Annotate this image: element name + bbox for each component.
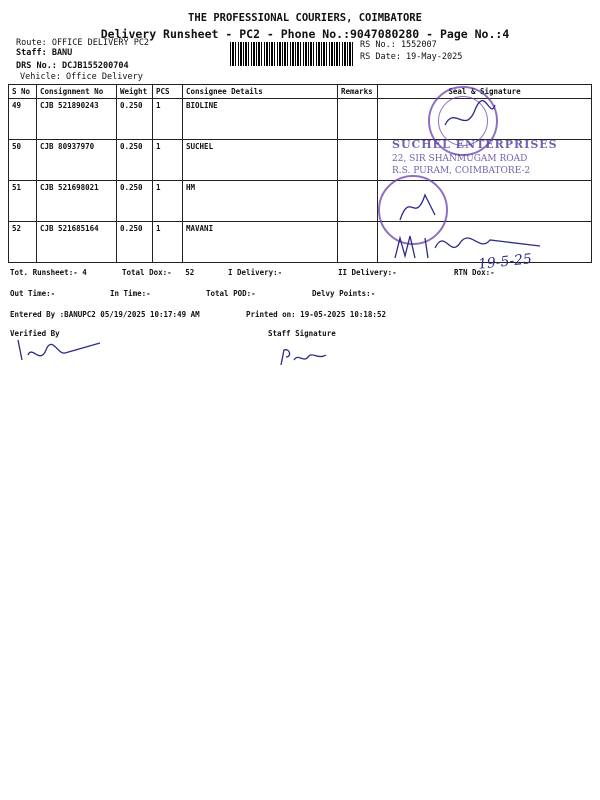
route-info: Route: OFFICE DELIVERY PC2 bbox=[16, 38, 150, 48]
vehicle-info: Vehicle: Office Delivery bbox=[20, 72, 143, 82]
cell-remarks bbox=[338, 140, 378, 181]
cell-remarks bbox=[338, 99, 378, 140]
cell-consignment: CJB 521890243 bbox=[37, 99, 117, 140]
table-row bbox=[9, 99, 592, 140]
cell-pcs: 1 bbox=[153, 222, 183, 263]
cell-weight: 0.250 bbox=[117, 181, 153, 222]
cell-consignment: CJB 521685164 bbox=[37, 222, 117, 263]
rtn-dox: RTN Dox:- bbox=[454, 268, 495, 277]
cell-consignee: BIOLINE bbox=[183, 99, 338, 140]
handwritten-date: 19-5-25 bbox=[477, 251, 533, 273]
verifier-signature bbox=[10, 335, 110, 370]
cell-consignment: CJB 80937970 bbox=[37, 140, 117, 181]
header-weight: Weight bbox=[117, 85, 153, 99]
cell-sno: 52 bbox=[9, 222, 37, 263]
cell-pcs: 1 bbox=[153, 140, 183, 181]
staff-signature-label: Staff Signature bbox=[268, 329, 336, 338]
staff-signature bbox=[276, 345, 336, 370]
company-stamp-line1: SUCHEL ENTERPRISES bbox=[392, 138, 558, 151]
entered-by: Entered By :BANUPC2 05/19/2025 10:17:49 AM bbox=[10, 310, 200, 319]
barcode bbox=[230, 42, 353, 66]
cell-weight: 0.250 bbox=[117, 222, 153, 263]
header-remarks: Remarks bbox=[338, 85, 378, 99]
cell-sno: 51 bbox=[9, 181, 37, 222]
cell-pcs: 1 bbox=[153, 99, 183, 140]
cell-consignee: HM bbox=[183, 181, 338, 222]
i-delivery: I Delivery:- bbox=[228, 268, 283, 277]
ii-delivery: II Delivery:- bbox=[338, 268, 397, 277]
header-consignee: Consignee Details bbox=[183, 85, 338, 99]
total-dox: Total Dox:- 52 bbox=[122, 268, 195, 277]
cell-sno: 49 bbox=[9, 99, 37, 140]
cell-consignee: SUCHEL bbox=[183, 140, 338, 181]
table-header-row bbox=[9, 85, 592, 99]
signature-row1 bbox=[440, 95, 500, 145]
rs-date: RS Date: 19-May-2025 bbox=[360, 52, 463, 62]
cell-consignment: CJB 521698021 bbox=[37, 181, 117, 222]
company-stamp-line3: R.S. PURAM, COIMBATORE-2 bbox=[392, 166, 531, 176]
cell-remarks bbox=[338, 222, 378, 263]
cell-pcs: 1 bbox=[153, 181, 183, 222]
cell-consignee: MAVANI bbox=[183, 222, 338, 263]
delvy-points: Delvy Points:- bbox=[312, 289, 376, 298]
cell-remarks bbox=[338, 181, 378, 222]
header-consignment: Consignment No bbox=[37, 85, 117, 99]
staff-info: Staff: BANU bbox=[16, 48, 73, 58]
header-pcs: PCS bbox=[153, 85, 183, 99]
printed-on: Printed on: 19-05-2025 10:18:52 bbox=[246, 310, 386, 319]
drs-number: DRS No.: DCJB155200704 bbox=[16, 61, 129, 71]
runsheet-subtitle: Delivery Runsheet - PC2 - Phone No.:9047080280 - Page No.:4 bbox=[100, 27, 510, 41]
header-sno: S No bbox=[9, 85, 37, 99]
cell-weight: 0.250 bbox=[117, 99, 153, 140]
header-seal-signature: Seal & Signature bbox=[378, 85, 592, 99]
cell-sno: 50 bbox=[9, 140, 37, 181]
in-time: In Time:- bbox=[110, 289, 151, 298]
table-row bbox=[9, 181, 592, 222]
verified-by-label: Verified By bbox=[10, 329, 60, 338]
rs-number: RS No.: 1552007 bbox=[360, 40, 437, 50]
company-title: THE PROFESSIONAL COURIERS, COIMBATORE bbox=[188, 12, 422, 24]
out-time: Out Time:- bbox=[10, 289, 56, 298]
signature-row3 bbox=[390, 185, 450, 230]
cell-weight: 0.250 bbox=[117, 140, 153, 181]
total-pod: Total POD:- bbox=[206, 289, 256, 298]
company-stamp-line2: 22, SIR SHANMUGAM ROAD bbox=[392, 154, 528, 164]
total-runsheet: Tot. Runsheet:- 4 bbox=[10, 268, 87, 277]
